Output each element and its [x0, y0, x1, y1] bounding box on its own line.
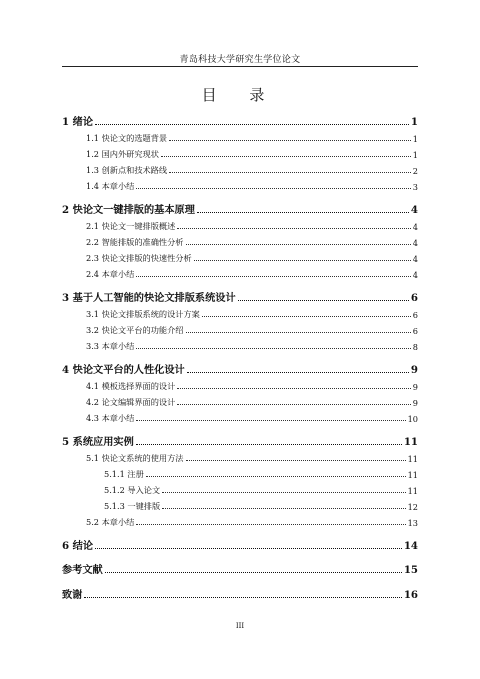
toc-section-entry[interactable] — [86, 269, 418, 280]
toc-chapter-entry[interactable] — [62, 289, 418, 304]
toc-chapter-entry[interactable] — [62, 537, 418, 552]
toc-entry-label: 5.1 快论文系统的使用方法 — [86, 453, 184, 463]
toc-entry-label: 3.1 快论文排版系统的设计方案 — [86, 309, 200, 319]
toc-entry-page: 1 — [412, 150, 418, 160]
toc-entry-label: 2.1 快论文一键排版概述 — [86, 221, 176, 231]
toc-chapter-entry[interactable] — [62, 201, 418, 216]
toc-entry-page: 10 — [407, 414, 418, 424]
toc-entry-label: 2.4 本章小结 — [86, 269, 135, 279]
toc-entry-label: 6 结论 — [62, 540, 94, 552]
toc-entry-page: 1 — [410, 116, 418, 128]
toc-entry-label: 致谢 — [62, 589, 83, 601]
toc-leader-dots — [84, 597, 401, 598]
toc-section-entry[interactable] — [86, 309, 418, 320]
toc-entry-label: 3 基于人工智能的快论文排版系统设计 — [62, 292, 236, 304]
toc-leader-dots — [177, 388, 410, 389]
toc-leader-dots — [186, 244, 411, 245]
toc-entry-page: 11 — [407, 486, 418, 496]
toc-entry-page: 6 — [412, 310, 418, 320]
toc-entry-page: 2 — [412, 166, 418, 176]
toc-entry-label: 4.1 模板选择界面的设计 — [86, 381, 176, 391]
toc-leader-dots — [186, 332, 411, 333]
toc-entry-page: 11 — [407, 454, 418, 464]
toc-leader-dots — [146, 476, 406, 477]
toc-section-entry[interactable] — [86, 397, 418, 408]
toc-entry-page: 9 — [410, 364, 418, 376]
toc-section-entry[interactable] — [86, 413, 418, 424]
toc-subsection-entry[interactable] — [104, 485, 418, 496]
toc-entry-page: 4 — [412, 238, 418, 248]
toc-entry-page: 6 — [410, 292, 418, 304]
toc-leader-dots — [136, 420, 405, 421]
toc-entry-label: 1.2 国内外研究现状 — [86, 149, 159, 159]
toc-entry-page: 4 — [412, 222, 418, 232]
toc-leader-dots — [177, 228, 410, 229]
toc-leader-dots — [136, 188, 410, 189]
page-number: III — [235, 622, 245, 630]
toc-entry-page: 4 — [410, 204, 418, 216]
running-header: 青岛科技大学研究生学位论文 — [179, 55, 301, 65]
toc-leader-dots — [105, 572, 402, 573]
toc-entry-page: 4 — [412, 270, 418, 280]
toc-section-entry[interactable] — [86, 453, 418, 464]
toc-entry-label: 4.3 本章小结 — [86, 413, 135, 423]
toc-entry-page: 9 — [412, 398, 418, 408]
toc-leader-dots — [136, 524, 405, 525]
toc-entry-label: 4 快论文平台的人性化设计 — [62, 364, 185, 376]
toc-entry-page: 1 — [412, 134, 418, 144]
toc-entry-label: 2.3 快论文排版的快速性分析 — [86, 253, 192, 263]
toc-entry-label: 5.1.3 一键排版 — [104, 501, 161, 511]
toc-leader-dots — [169, 172, 411, 173]
toc-subsection-entry[interactable] — [104, 501, 418, 512]
toc-chapter-entry[interactable] — [62, 361, 418, 376]
toc-chapter-entry[interactable] — [62, 433, 418, 448]
toc-leader-dots — [186, 460, 406, 461]
toc-leader-dots — [136, 348, 410, 349]
toc-chapter-entry[interactable] — [62, 113, 418, 128]
toc-entry-label: 1.4 本章小结 — [86, 181, 135, 191]
toc-entry-label: 1 绪论 — [62, 116, 94, 128]
toc-section-entry[interactable] — [86, 237, 418, 248]
toc-section-entry[interactable] — [86, 325, 418, 336]
toc-entry-page: 16 — [403, 589, 418, 601]
toc-section-entry[interactable] — [86, 133, 418, 144]
toc-entry-label: 2 快论文一键排版的基本原理 — [62, 204, 195, 216]
toc-section-entry[interactable] — [86, 221, 418, 232]
toc-entry-label: 5.1.2 导入论文 — [104, 485, 161, 495]
toc-chapter-entry[interactable] — [62, 586, 418, 601]
toc-leader-dots — [169, 140, 411, 141]
toc-entry-page: 12 — [407, 502, 418, 512]
toc-leader-dots — [136, 276, 410, 277]
toc-leader-dots — [161, 156, 411, 157]
toc-leader-dots — [95, 548, 402, 549]
toc-section-entry[interactable] — [86, 253, 418, 264]
toc-leader-dots — [95, 124, 409, 125]
toc-section-entry[interactable] — [86, 341, 418, 352]
toc-leader-dots — [197, 212, 409, 213]
toc-entry-page: 13 — [407, 518, 418, 528]
toc-entry-label: 参考文献 — [62, 564, 103, 576]
toc-section-entry[interactable] — [86, 149, 418, 160]
toc-entry-label: 5 系统应用实例 — [62, 436, 134, 448]
toc-section-entry[interactable] — [86, 517, 418, 528]
toc-entry-page: 4 — [412, 254, 418, 264]
toc-section-entry[interactable] — [86, 181, 418, 192]
toc-entry-label: 1.1 快论文的选题背景 — [86, 133, 168, 143]
toc-leader-dots — [162, 492, 405, 493]
toc-chapter-entry[interactable] — [62, 561, 418, 576]
toc-leader-dots — [162, 508, 405, 509]
toc-entry-page: 15 — [403, 564, 418, 576]
toc-entry-label: 5.2 本章小结 — [86, 517, 135, 527]
toc-entry-label: 5.1.1 注册 — [104, 469, 144, 479]
toc-entry-label: 4.2 论文编辑界面的设计 — [86, 397, 176, 407]
toc-entry-page: 11 — [407, 470, 418, 480]
toc-entry-page: 9 — [412, 382, 418, 392]
toc-entry-page: 3 — [412, 182, 418, 192]
toc-leader-dots — [238, 300, 409, 301]
toc-leader-dots — [187, 372, 409, 373]
toc-leader-dots — [202, 316, 411, 317]
toc-leader-dots — [194, 260, 411, 261]
page-title: 目 录 — [201, 86, 279, 104]
toc-entry-page: 6 — [412, 326, 418, 336]
toc-entry-page: 8 — [412, 342, 418, 352]
header-rule — [62, 66, 418, 67]
toc-entry-label: 3.2 快论文平台的功能介绍 — [86, 325, 184, 335]
toc-entry-label: 2.2 智能排版的准确性分析 — [86, 237, 184, 247]
toc-section-entry[interactable] — [86, 165, 418, 176]
toc-entry-label: 3.3 本章小结 — [86, 341, 135, 351]
toc-entry-page: 11 — [403, 436, 418, 448]
toc-leader-dots — [136, 444, 402, 445]
toc-entry-label: 1.3 创新点和技术路线 — [86, 165, 168, 175]
toc-entry-page: 14 — [403, 540, 418, 552]
toc-leader-dots — [177, 404, 410, 405]
toc-section-entry[interactable] — [86, 381, 418, 392]
toc-subsection-entry[interactable] — [104, 469, 418, 480]
